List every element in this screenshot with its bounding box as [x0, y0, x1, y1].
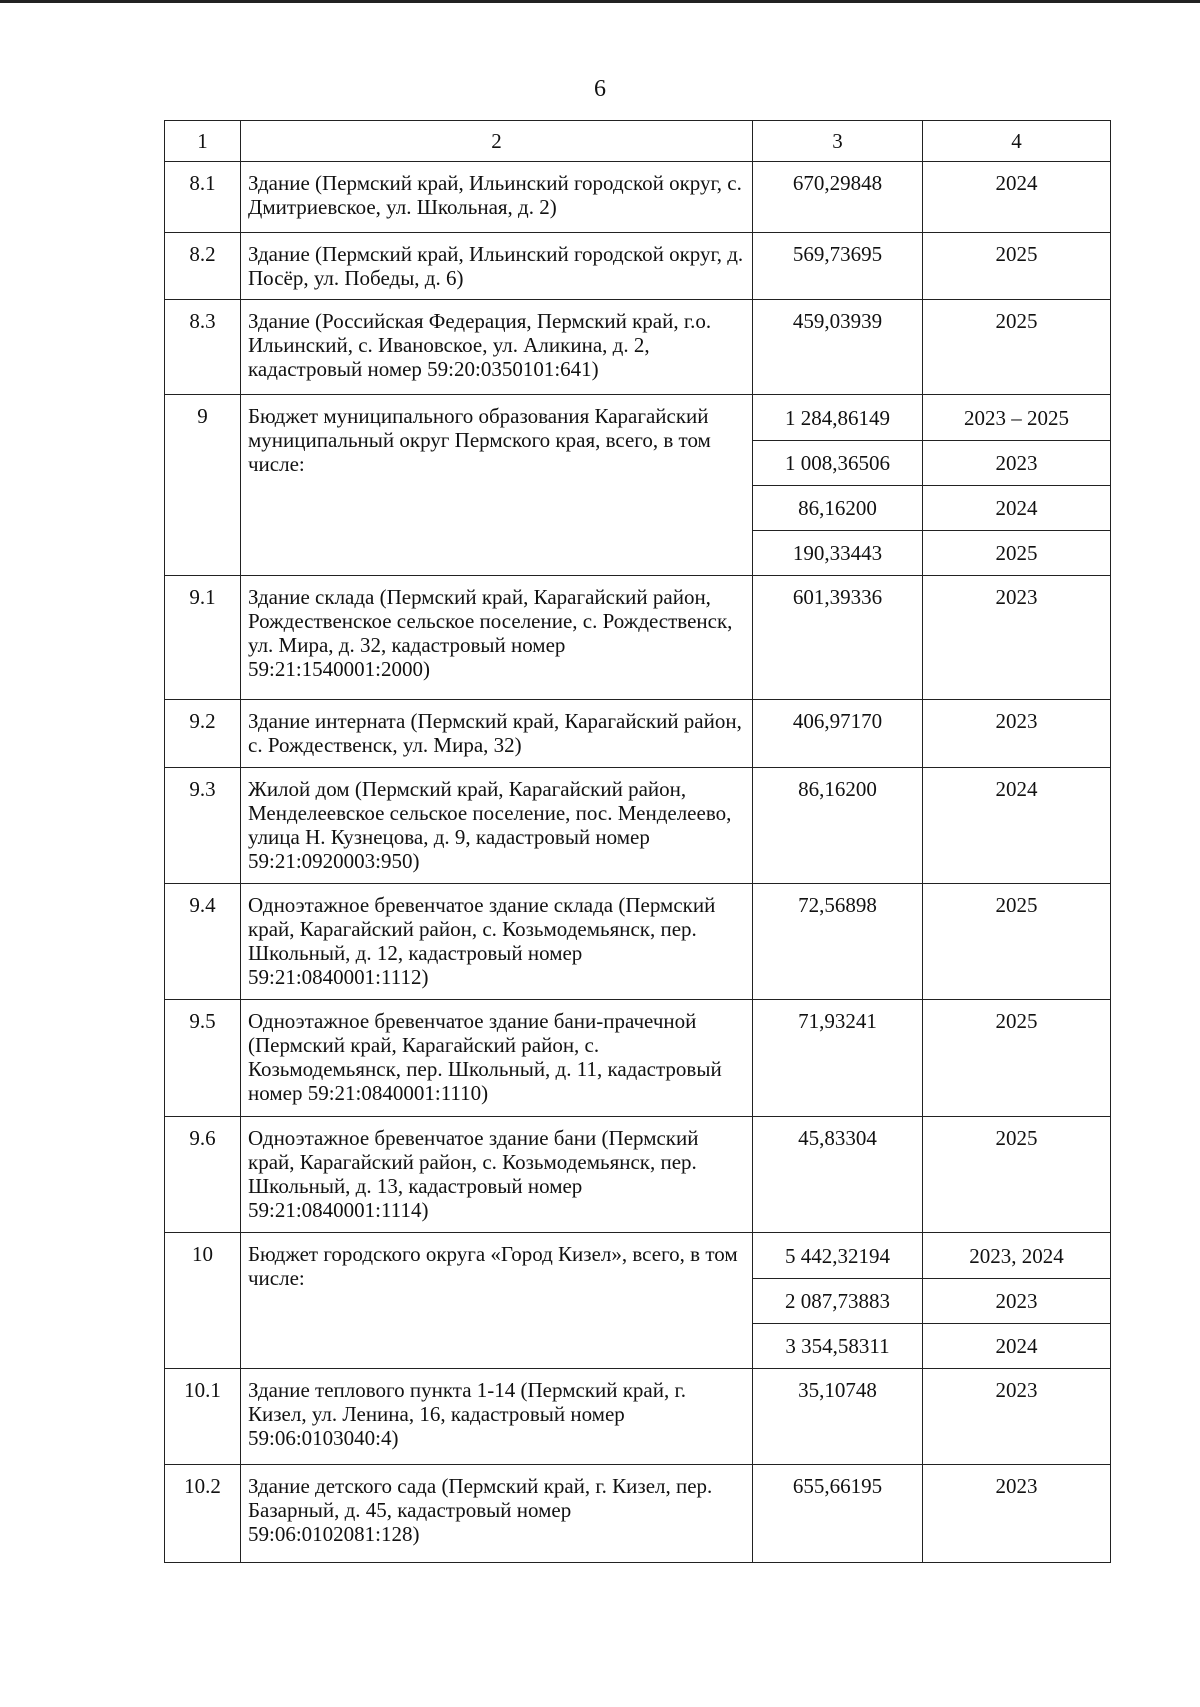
- row-description: Одноэтажное бревенчатое здание бани-прачечной (Пермский край, Карагайский район, с. Козьмодемьянск, пер. Школьный, д. 11, кадастровый номер 59:21:0840001:1110): [241, 1000, 753, 1117]
- row-description: Здание (Пермский край, Ильинский городской округ, д. Посёр, ул. Победы, д. 6): [241, 233, 753, 300]
- row-amounts: [753, 395, 923, 576]
- year-line: 2024: [923, 1323, 1110, 1368]
- row-number: 9: [165, 395, 241, 576]
- row-amount: 601,39336: [753, 576, 923, 700]
- year-line: 2023 – 2025: [964, 405, 1069, 430]
- header-col-2: 2: [241, 121, 753, 162]
- row-amount: 655,66195: [753, 1465, 923, 1563]
- row-amount: 569,73695: [753, 233, 923, 300]
- row-description: Бюджет городского округа «Город Кизел», всего, в том числе:: [241, 1233, 753, 1369]
- row-amount: 670,29848: [753, 162, 923, 233]
- amount-stack: [753, 1233, 922, 1368]
- year-stack: [923, 395, 1110, 575]
- table-row: [165, 576, 1111, 700]
- row-number: 9.4: [165, 884, 241, 1000]
- row-number: 8.2: [165, 233, 241, 300]
- row-description: Здание интерната (Пермский край, Карагайский район, с. Рождественск, ул. Мира, 32): [241, 700, 753, 768]
- year-line: 2025: [923, 530, 1110, 575]
- row-description: Жилой дом (Пермский край, Карагайский район, Менделеевское сельское поселение, пос. Менделеево, улица Н. Кузнецова, д. 9, кадастровый номер 59:21:0920003:950): [241, 768, 753, 884]
- row-number: 9.1: [165, 576, 241, 700]
- year-line: 2024: [923, 485, 1110, 530]
- page-number: 6: [594, 76, 606, 102]
- row-amount: 86,16200: [753, 768, 923, 884]
- scan-top-edge: [0, 0, 1200, 3]
- amount-line: 190,33443: [753, 530, 922, 575]
- row-year: 2025: [923, 300, 1111, 395]
- row-year: 2024: [923, 162, 1111, 233]
- table-row: [165, 162, 1111, 233]
- amount-line: 3 354,58311: [753, 1323, 922, 1368]
- row-description: Одноэтажное бревенчатое здание бани (Пермский край, Карагайский район, с. Козьмодемьянск, пер. Школьный, д. 13, кадастровый номер 59:21:0840001:1114): [241, 1117, 753, 1233]
- row-number: 9.3: [165, 768, 241, 884]
- row-year: 2025: [923, 233, 1111, 300]
- budget-group-row: [165, 1233, 1111, 1369]
- header-col-1: 1: [165, 121, 241, 162]
- row-description: Бюджет муниципального образования Карагайский муниципальный округ Пермского края, всего, в том числе:: [241, 395, 753, 576]
- row-years: [923, 395, 1111, 576]
- table-row: [165, 1000, 1111, 1117]
- row-amount: 406,97170: [753, 700, 923, 768]
- table-row: [165, 1465, 1111, 1563]
- row-year: 2023: [923, 1369, 1111, 1465]
- row-amount: 72,56898: [753, 884, 923, 1000]
- row-number: 10.2: [165, 1465, 241, 1563]
- table-row: [165, 233, 1111, 300]
- header-col-3: 3: [753, 121, 923, 162]
- amount-line: 2 087,73883: [753, 1278, 922, 1323]
- row-year: 2023: [923, 1465, 1111, 1563]
- table-row: [165, 768, 1111, 884]
- row-number: 9.2: [165, 700, 241, 768]
- amount-line: 1 008,36506: [753, 440, 922, 485]
- row-description: Здание (Пермский край, Ильинский городской округ, с. Дмитриевское, ул. Школьная, д. 2): [241, 162, 753, 233]
- property-table: [164, 120, 1111, 1563]
- row-amount: 35,10748: [753, 1369, 923, 1465]
- row-number: 10: [165, 1233, 241, 1369]
- year-stack: [923, 1233, 1110, 1368]
- table-row: [165, 1117, 1111, 1233]
- row-year: 2023: [923, 576, 1111, 700]
- row-description: Здание теплового пункта 1-14 (Пермский край, г. Кизел, ул. Ленина, 16, кадастровый номер 59:06:0103040:4): [241, 1369, 753, 1465]
- row-year: 2025: [923, 1000, 1111, 1117]
- row-year: 2023: [923, 700, 1111, 768]
- row-number: 8.3: [165, 300, 241, 395]
- row-number: 9.5: [165, 1000, 241, 1117]
- header-row: [165, 121, 1111, 162]
- row-description: Здание склада (Пермский край, Карагайский район, Рождественское сельское поселение, с. Рождественск, ул. Мира, д. 32, кадастровый номер 59:21:1540001:2000): [241, 576, 753, 700]
- row-description: Здание детского сада (Пермский край, г. Кизел, пер. Базарный, д. 45, кадастровый номер 59:06:0102081:128): [241, 1465, 753, 1563]
- amount-line: 5 442,32194: [785, 1243, 890, 1268]
- row-year: 2024: [923, 768, 1111, 884]
- row-amount: 71,93241: [753, 1000, 923, 1117]
- row-number: 9.6: [165, 1117, 241, 1233]
- year-line: 2023, 2024: [969, 1243, 1064, 1268]
- row-amounts: [753, 1233, 923, 1369]
- table-row: [165, 884, 1111, 1000]
- table-row: [165, 300, 1111, 395]
- row-number: 8.1: [165, 162, 241, 233]
- amount-line: 1 284,86149: [785, 405, 890, 430]
- table-row: [165, 700, 1111, 768]
- year-line: 2023: [923, 1278, 1110, 1323]
- row-amount: 459,03939: [753, 300, 923, 395]
- row-description: Одноэтажное бревенчатое здание склада (Пермский край, Карагайский район, с. Козьмодемьянск, пер. Школьный, д. 12, кадастровый номер 59:21:0840001:1112): [241, 884, 753, 1000]
- row-number: 10.1: [165, 1369, 241, 1465]
- amount-stack: [753, 395, 922, 575]
- year-line: 2023: [923, 440, 1110, 485]
- row-years: [923, 1233, 1111, 1369]
- row-year: 2025: [923, 1117, 1111, 1233]
- row-description: Здание (Российская Федерация, Пермский край, г.о. Ильинский, с. Ивановское, ул. Аликина, д. 2, кадастровый номер 59:20:0350101:641): [241, 300, 753, 395]
- budget-group-row: [165, 395, 1111, 576]
- row-amount: 45,83304: [753, 1117, 923, 1233]
- header-col-4: 4: [923, 121, 1111, 162]
- table-body: [165, 121, 1111, 1563]
- table-row: [165, 1369, 1111, 1465]
- row-year: 2025: [923, 884, 1111, 1000]
- amount-line: 86,16200: [753, 485, 922, 530]
